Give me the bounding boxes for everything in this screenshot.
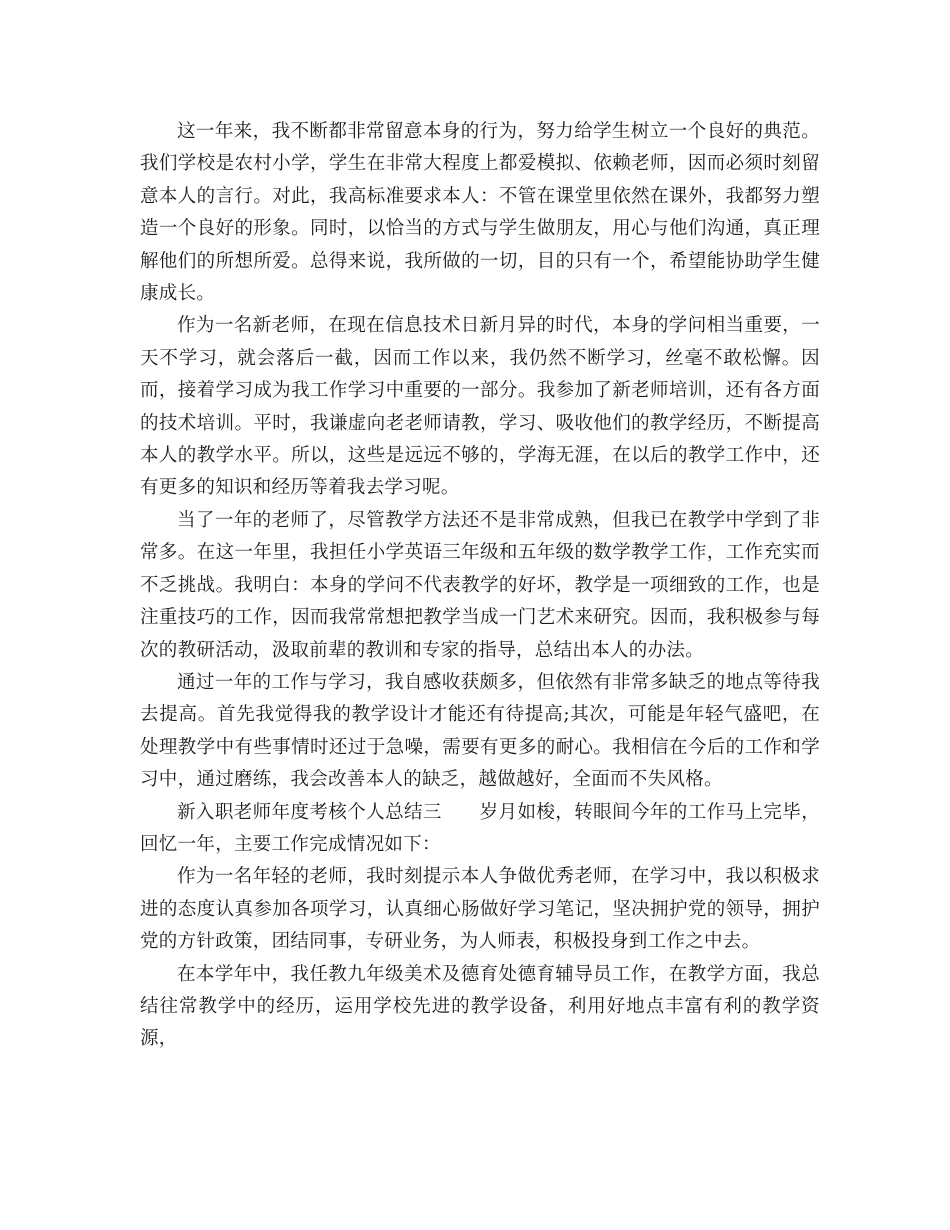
paragraph-5: 新入职老师年度考核个人总结三 岁月如梭，转眼间今年的工作马上完毕，回忆一年，主要工作完成情况如下： — [140, 801, 820, 855]
document-body — [140, 116, 820, 1056]
paragraph-4: 通过一年的工作与学习，我自感收获颇多，但依然有非常多缺乏的地点等待我去提高。首先我觉得我的教学设计才能还有待提高;其次，可能是年轻气盛吧，在处理教学中有些事情时还过于急噪，需要有更多的耐心。我相信在今后的工作和学习中，通过磨练，我会改善本人的缺乏，越做越好，全面而不失风格。 — [140, 671, 820, 791]
paragraph-7: 在本学年中，我任教九年级美术及德育处德育辅导员工作，在教学方面，我总结往常教学中的经历，运用学校先进的教学设备，利用好地点丰富有利的教学资源， — [140, 963, 820, 1050]
paragraph-3: 当了一年的老师了，尽管教学方法还不是非常成熟，但我已在教学中学到了非常多。在这一年里，我担任小学英语三年级和五年级的数学教学工作，工作充实而不乏挑战。我明白：本身的学问不代表教学的好坏，教学是一项细致的工作，也是注重技巧的工作，因而我常常想把教学当成一门艺术来研究。因而，我积极参与每次的教研活动，汲取前辈的教训和专家的指导，总结出本人的办法。 — [140, 509, 820, 661]
paragraph-6: 作为一名年轻的老师，我时刻提示本人争做优秀老师，在学习中，我以积极求进的态度认真参加各项学习，认真细心肠做好学习笔记，坚决拥护党的领导，拥护党的方针政策，团结同事，专研业务，为人师表，积极投身到工作之中去。 — [140, 866, 820, 953]
paragraph-2: 作为一名新老师，在现在信息技术日新月异的时代，本身的学问相当重要，一天不学习，就会落后一截，因而工作以来，我仍然不断学习，丝毫不敢松懈。因而，接着学习成为我工作学习中重要的一部分。我参加了新老师培训，还有各方面的技术培训。平时，我谦虚向老老师请教，学习、吸收他们的教学经历，不断提高本人的教学水平。所以，这些是远远不够的，学海无涯，在以后的教学工作中，还有更多的知识和经历等着我去学习呢。 — [140, 315, 820, 499]
paragraph-1: 这一年来，我不断都非常留意本身的行为，努力给学生树立一个良好的典范。我们学校是农村小学，学生在非常大程度上都爱模拟、依赖老师，因而必须时刻留意本人的言行。对此，我高标准要求本人：不管在课堂里依然在课外，我都努力塑造一个良好的形象。同时，以恰当的方式与学生做朋友，用心与他们沟通，真正理解他们的所想所爱。总得来说，我所做的一切，目的只有一个，希望能协助学生健康成长。 — [140, 121, 820, 305]
